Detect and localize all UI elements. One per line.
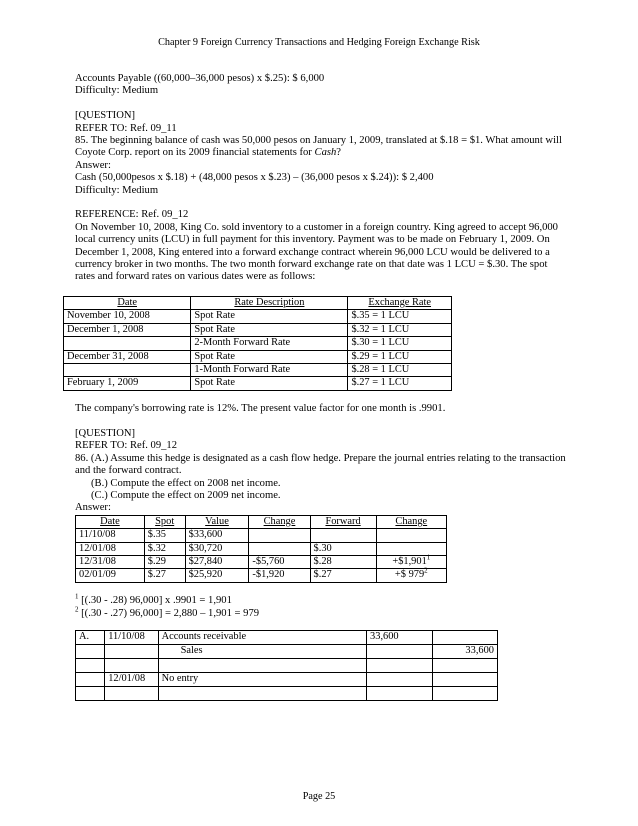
calc-cell: $.27	[310, 569, 376, 582]
journal-cell	[432, 686, 498, 700]
journal-cell	[76, 672, 105, 686]
table-row	[76, 529, 447, 542]
answer-label: Answer:	[75, 159, 111, 171]
journal-table	[75, 630, 498, 701]
rates-cell: Spot Rate	[191, 323, 348, 336]
rates-cell	[64, 363, 191, 376]
journal-cell	[158, 658, 366, 672]
rates-cell: December 1, 2008	[64, 323, 191, 336]
calc-header: Forward	[310, 515, 376, 528]
table-row	[64, 310, 452, 323]
difficulty-85: Difficulty: Medium	[75, 184, 159, 196]
rates-cell: $.27 = 1 LCU	[348, 377, 452, 390]
ap-line: Accounts Payable ((60,000–36,000 pesos) x $.25): $ 6,000	[75, 73, 325, 84]
rates-cell	[64, 337, 191, 350]
table-row	[76, 686, 498, 700]
answer-label: Answer:	[75, 502, 111, 514]
journal-cell	[367, 644, 432, 658]
calc-cell: $27,840	[185, 555, 249, 568]
question-86-text: 86. (A.) Assume this hedge is designated as a cash flow hedge. Prepare the journal entries relating to the transaction and the forward contract.	[75, 452, 566, 477]
rates-cell: 2-Month Forward Rate	[191, 337, 348, 350]
borrowing-rate: The company's borrowing rate is 12%. The present value factor for one month is .9901.	[75, 403, 446, 415]
calc-cell	[310, 529, 376, 542]
calc-cell: -$1,920	[249, 569, 310, 582]
rates-cell: Spot Rate	[191, 350, 348, 363]
journal-cell	[105, 658, 158, 672]
journal-cell: 33,600	[367, 630, 432, 644]
question-tag: [QUESTION]	[75, 110, 136, 122]
journal-cell: No entry	[158, 672, 366, 686]
calc-cell: 11/10/08	[76, 529, 145, 542]
reference-body: On November 10, 2008, King Co. sold inventory to a customer in a foreign country. King agreed to accept 96,000 local currency units (LCU) in full payment for this inventory. Payment was to be made on February 1, 2009. On December 1, 2008, King entered into a forward exchange contract wherein 96,000 LCU would be delivered to a currency broker in two months. The two month forward exchange rate on that date was 1 LCU = $.30. The spot rates and forward rates on various dates were as follows:	[75, 221, 558, 283]
journal-cell	[76, 644, 105, 658]
difficulty-line: Difficulty: Medium	[75, 85, 159, 97]
table-row	[76, 672, 498, 686]
table-row	[76, 644, 498, 658]
journal-cell	[105, 686, 158, 700]
calc-cell: $.30	[310, 542, 376, 555]
journal-cell: Accounts receivable	[158, 630, 366, 644]
rates-header: Exchange Rate	[348, 296, 452, 309]
rates-cell: $.32 = 1 LCU	[348, 323, 452, 336]
question-86-c: (C.) Compute the effect on 2009 net income.	[91, 489, 281, 501]
calc-cell	[376, 542, 446, 555]
calc-cell: 12/31/08	[76, 555, 145, 568]
table-row	[64, 363, 452, 376]
rates-cell: Spot Rate	[191, 310, 348, 323]
journal-cell	[367, 658, 432, 672]
journal-cell: Sales	[158, 644, 366, 658]
calc-table	[75, 515, 447, 583]
journal-cell	[105, 644, 158, 658]
calc-header: Date	[76, 515, 145, 528]
calc-cell: $.28	[310, 555, 376, 568]
rates-cell: $.29 = 1 LCU	[348, 350, 452, 363]
calc-cell: $.35	[144, 529, 185, 542]
rates-cell: $.35 = 1 LCU	[348, 310, 452, 323]
calc-cell: $.32	[144, 542, 185, 555]
calc-cell	[249, 529, 310, 542]
calc-header: Change	[376, 515, 446, 528]
journal-cell	[432, 630, 498, 644]
calc-header-row	[76, 515, 447, 528]
page-header: Chapter 9 Foreign Currency Transactions and Hedging Foreign Exchange Risk	[158, 37, 480, 48]
calc-cell: 12/01/08	[76, 542, 145, 555]
journal-cell	[432, 658, 498, 672]
calc-cell: $33,600	[185, 529, 249, 542]
table-row	[76, 569, 447, 582]
reference-title: REFERENCE: Ref. 09_12	[75, 209, 189, 221]
table-row	[76, 542, 447, 555]
question-ref: REFER TO: Ref. 09_11	[75, 122, 177, 134]
rates-cell: November 10, 2008	[64, 310, 191, 323]
journal-cell	[76, 686, 105, 700]
calc-cell: $30,720	[185, 542, 249, 555]
table-row	[64, 323, 452, 336]
footnote-1: $^1$ [(.30 - .28) 96,000] x .9901 = 1,901	[75, 592, 232, 607]
rates-cell: Spot Rate	[191, 377, 348, 390]
journal-cell: 33,600	[432, 644, 498, 658]
calc-cell: $+\$1,901^1$	[376, 555, 446, 568]
table-row	[76, 630, 498, 644]
rates-header: Date	[64, 296, 191, 309]
footnote-2: $^2$ [(.30 - .27) 96,000] = 2,880 – 1,901 = 979	[75, 605, 260, 619]
document-body	[67, 73, 570, 701]
table-row	[76, 658, 498, 672]
calc-cell: 02/01/09	[76, 569, 145, 582]
journal-cell	[367, 672, 432, 686]
calc-cell: $25,920	[185, 569, 249, 582]
journal-cell	[367, 686, 432, 700]
question-tag: [QUESTION]	[75, 427, 136, 439]
calc-header: Change	[249, 515, 310, 528]
journal-cell	[432, 672, 498, 686]
table-row	[64, 377, 452, 390]
table-row	[64, 337, 452, 350]
rates-cell: 1-Month Forward Rate	[191, 363, 348, 376]
calc-cell: $.29	[144, 555, 185, 568]
table-row	[76, 555, 447, 568]
calc-cell: $.27	[144, 569, 185, 582]
rates-header-row	[64, 296, 452, 309]
calc-cell: +$ $979^2$	[376, 569, 446, 582]
rates-table	[63, 296, 452, 391]
question-ref: REFER TO: Ref. 09_12	[75, 440, 178, 452]
rates-cell: $.30 = 1 LCU	[348, 337, 452, 350]
calc-cell: -$5,760	[249, 555, 310, 568]
journal-cell: 12/01/08	[105, 672, 158, 686]
calc-cell	[249, 542, 310, 555]
rates-header: Rate Description	[191, 296, 348, 309]
rates-cell: $.28 = 1 LCU	[348, 363, 452, 376]
page-number: Page 25	[302, 791, 336, 802]
journal-cell: A.	[76, 630, 105, 644]
calc-header: Spot	[144, 515, 185, 528]
calc-cell	[376, 529, 446, 542]
journal-cell	[158, 686, 366, 700]
journal-cell	[76, 658, 105, 672]
rates-cell: December 31, 2008	[64, 350, 191, 363]
rates-cell: February 1, 2009	[64, 377, 191, 390]
answer-85: Cash (50,000pesos x $.18) + (48,000 pesos x $.23) – (36,000 pesos x $.24)): $ 2,400	[75, 172, 434, 184]
question-86-b: (B.) Compute the effect on 2008 net income.	[91, 477, 281, 489]
question-85-text: 85. The beginning balance of cash was 50,000 pesos on January 1, 2009, translated at $.18 = $1. What amount will Coyote Corp. report on its 2009 financial statements for Cash?	[75, 135, 562, 159]
table-row	[64, 350, 452, 363]
calc-header: Value	[185, 515, 249, 528]
journal-cell: 11/10/08	[105, 630, 158, 644]
